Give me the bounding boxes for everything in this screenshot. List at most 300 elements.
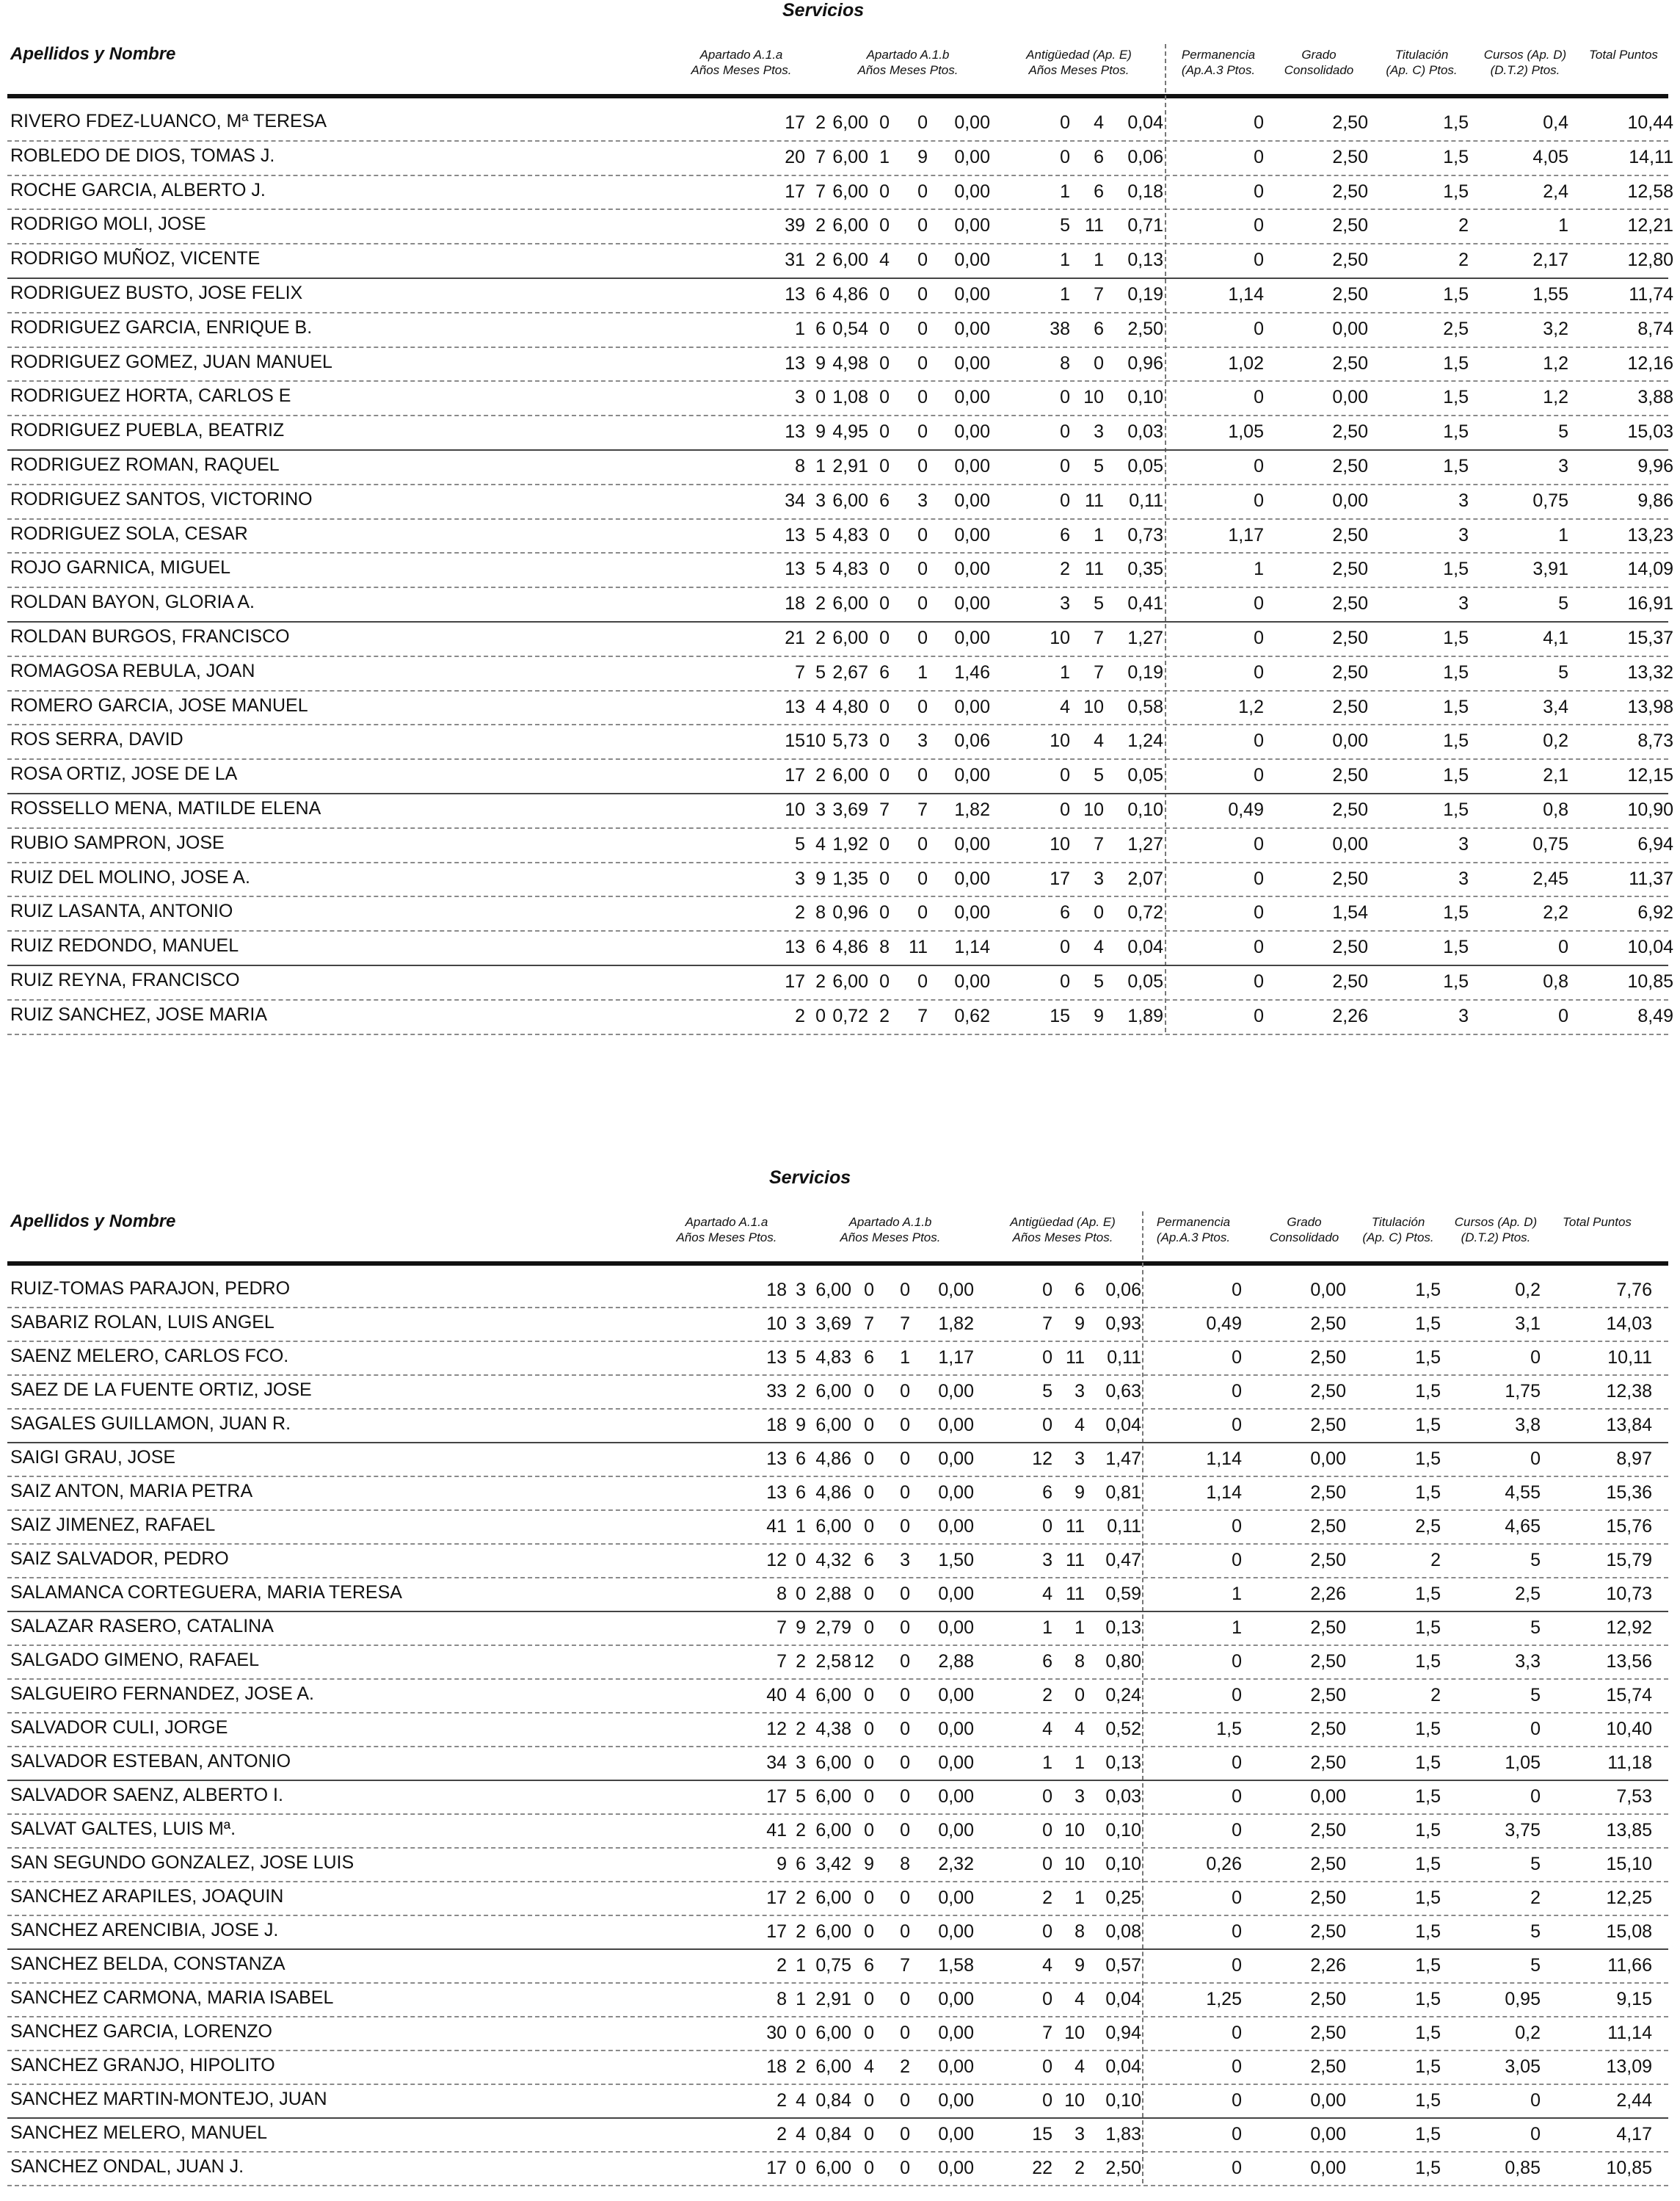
- row-separator: [7, 2185, 1668, 2186]
- cell-titulacion: 2: [1458, 215, 1469, 236]
- person-name: SANCHEZ ONDAL, JUAN J.: [10, 2156, 244, 2177]
- cell-total-puntos: 10,85: [1606, 2158, 1652, 2178]
- person-name: SANCHEZ BELDA, CONSTANZA: [10, 1954, 286, 1974]
- cell-antig-ptos: 0,19: [1127, 284, 1163, 305]
- table-row: [0, 829, 1680, 863]
- cell-cursos: 5: [1558, 661, 1568, 683]
- person-name: SANCHEZ MARTIN-MONTEJO, JUAN: [10, 2089, 327, 2109]
- cell-cursos: 0: [1558, 937, 1568, 958]
- cell-a1a-ptos: 6,00: [832, 112, 868, 133]
- cell-antig-ptos: 0,52: [1105, 1719, 1141, 1739]
- cell-a1b-meses: 0: [900, 2090, 910, 2111]
- cell-a1a-meses: 0: [796, 1550, 806, 1570]
- cell-a1a-anos: 33: [766, 1381, 787, 1402]
- cell-cursos: 0: [1530, 1347, 1541, 1368]
- cell-cursos: 3: [1558, 456, 1568, 476]
- cell-permanencia: 0: [1232, 1651, 1242, 1672]
- cell-a1b-ptos: 0,00: [938, 1448, 974, 1469]
- cell-antig-anos: 7: [1042, 2023, 1052, 2043]
- person-name: RODRIGO MOLI, JOSE: [10, 214, 206, 235]
- table-row: [0, 244, 1680, 279]
- cell-antig-anos: 0: [1042, 2090, 1052, 2111]
- cell-titulacion: 1,5: [1415, 1584, 1441, 1604]
- cell-antig-meses: 3: [1094, 421, 1104, 443]
- cell-a1b-meses: 0: [900, 1415, 910, 1435]
- cell-a1a-meses: 6: [815, 937, 826, 958]
- table-row: [0, 2119, 1680, 2153]
- cell-total-puntos: 13,56: [1606, 1651, 1652, 1672]
- column-header-a1b: [824, 1214, 956, 1245]
- table-row: [0, 1680, 1680, 1714]
- cell-a1a-anos: 8: [795, 456, 805, 476]
- cell-antig-ptos: 0,03: [1127, 421, 1163, 443]
- column-header-line2: Años Meses Ptos.: [676, 1230, 777, 1244]
- cell-permanencia: 0: [1254, 628, 1264, 648]
- column-header-line1: Grado: [1301, 48, 1337, 62]
- cell-a1b-ptos: 0,00: [954, 833, 990, 855]
- cell-permanencia: 0: [1232, 2124, 1242, 2144]
- cell-a1a-meses: 0: [815, 1005, 826, 1026]
- cell-permanencia: 0: [1232, 1955, 1242, 1976]
- cell-a1a-meses: 0: [815, 387, 826, 408]
- person-name: ROS SERRA, DAVID: [10, 729, 183, 750]
- cell-a1b-meses: 0: [917, 868, 928, 889]
- cell-a1b-anos: 0: [864, 2124, 874, 2144]
- cell-antig-ptos: 2,50: [1105, 2158, 1141, 2178]
- cell-permanencia: 0,49: [1206, 1313, 1242, 1334]
- column-header-line1: Total Puntos: [1563, 1215, 1632, 1229]
- cell-permanencia: 0: [1254, 971, 1264, 992]
- cell-antig-ptos: 0,63: [1105, 1381, 1141, 1402]
- column-header-line2: (D.T.2) Ptos.: [1490, 63, 1560, 77]
- cell-a1a-anos: 13: [766, 1347, 787, 1368]
- cell-antig-ptos: 0,11: [1129, 490, 1163, 511]
- person-name: SAIZ SALVADOR, PEDRO: [10, 1548, 229, 1569]
- cell-antig-meses: 1: [1074, 1888, 1085, 1908]
- cell-titulacion: 1,5: [1415, 2090, 1441, 2111]
- cell-titulacion: 2: [1430, 1550, 1441, 1570]
- cell-permanencia: 0: [1254, 1005, 1264, 1026]
- person-name: SAIZ JIMENEZ, RAFAEL: [10, 1515, 216, 1535]
- cell-antig-anos: 5: [1042, 1381, 1052, 1402]
- cell-permanencia: 0: [1232, 1415, 1242, 1435]
- cell-a1b-meses: 0: [900, 2023, 910, 2043]
- cell-titulacion: 3: [1458, 833, 1469, 855]
- table-row: [0, 554, 1680, 588]
- cell-a1b-anos: 0: [864, 1482, 874, 1503]
- cell-antig-meses: 7: [1094, 833, 1104, 855]
- person-name: ROCHE GARCIA, ALBERTO J.: [10, 179, 266, 200]
- cell-cursos: 3,3: [1515, 1651, 1541, 1672]
- cell-antig-meses: 11: [1066, 1550, 1085, 1570]
- cell-a1b-ptos: 0,00: [954, 971, 990, 992]
- cell-a1a-anos: 41: [766, 1516, 787, 1537]
- cell-titulacion: 1,5: [1443, 937, 1469, 958]
- table-row: [0, 1950, 1680, 1984]
- cell-titulacion: 1,5: [1443, 799, 1469, 820]
- cell-titulacion: 3: [1458, 593, 1469, 614]
- cell-a1a-ptos: 6,00: [832, 971, 868, 992]
- cell-titulacion: 1,5: [1415, 2124, 1441, 2144]
- cell-a1b-ptos: 0,00: [954, 456, 990, 476]
- cell-antig-anos: 0: [1042, 1516, 1052, 1537]
- person-name: SANCHEZ MELERO, MANUEL: [10, 2122, 268, 2143]
- cell-antig-anos: 0: [1042, 1820, 1052, 1841]
- cell-a1a-anos: 1: [795, 318, 805, 339]
- cell-antig-meses: 3: [1074, 1448, 1085, 1469]
- cell-a1a-anos: 17: [785, 765, 805, 786]
- table-row: [0, 107, 1680, 142]
- cell-antig-anos: 38: [1050, 318, 1070, 339]
- cell-a1b-meses: 2: [900, 2056, 910, 2077]
- cell-antig-ptos: 0,10: [1105, 1854, 1141, 1874]
- cell-a1b-meses: 0: [900, 2158, 910, 2178]
- cell-a1a-anos: 41: [766, 1820, 787, 1841]
- cell-cursos: 0,95: [1505, 1989, 1541, 2009]
- cell-antig-ptos: 2,50: [1127, 318, 1163, 339]
- cell-a1a-meses: 3: [815, 490, 826, 511]
- cell-a1b-ptos: 0,06: [954, 730, 990, 752]
- cell-cursos: 1,2: [1543, 352, 1568, 374]
- cell-titulacion: 2: [1458, 250, 1469, 271]
- cell-a1a-anos: 13: [766, 1448, 787, 1469]
- cell-a1b-meses: 0: [900, 1786, 910, 1807]
- person-name: ROBLEDO DE DIOS, TOMAS J.: [10, 145, 275, 166]
- cell-antig-meses: 11: [1085, 215, 1104, 236]
- cell-total-puntos: 8,49: [1637, 1005, 1673, 1026]
- cell-titulacion: 1,5: [1443, 112, 1469, 133]
- cell-a1b-meses: 0: [900, 1921, 910, 1942]
- cell-a1b-meses: 0: [900, 1584, 910, 1604]
- cell-a1a-ptos: 4,86: [815, 1482, 851, 1503]
- column-header-line1: Cursos (Ap. D): [1483, 48, 1567, 62]
- person-name: SAIGI GRAU, JOSE: [10, 1447, 176, 1468]
- table-row: [0, 794, 1680, 829]
- cell-grado: 2,50: [1332, 524, 1368, 545]
- cell-antig-meses: 6: [1094, 146, 1104, 167]
- cell-a1b-anos: 0: [879, 765, 890, 786]
- cell-antig-anos: 6: [1042, 1482, 1052, 1503]
- cell-total-puntos: 16,91: [1627, 593, 1673, 614]
- cell-cursos: 2,2: [1543, 902, 1568, 924]
- cell-antig-anos: 4: [1042, 1719, 1052, 1739]
- cell-total-puntos: 13,23: [1627, 524, 1673, 545]
- cell-total-puntos: 12,15: [1627, 765, 1673, 786]
- cell-antig-meses: 3: [1074, 2124, 1085, 2144]
- cell-a1a-ptos: 2,91: [832, 456, 868, 476]
- cell-grado: 2,50: [1310, 1381, 1346, 1402]
- cell-grado: 2,50: [1332, 661, 1368, 683]
- cell-permanencia: 0: [1232, 1347, 1242, 1368]
- cell-antig-ptos: 0,04: [1127, 937, 1163, 958]
- cell-cursos: 2,1: [1543, 765, 1568, 786]
- cell-antig-meses: 4: [1074, 1719, 1085, 1739]
- cell-permanencia: 0: [1232, 1381, 1242, 1402]
- cell-antig-ptos: 0,10: [1105, 2090, 1141, 2111]
- cell-cursos: 2,45: [1532, 868, 1568, 889]
- column-header-line2: Años Meses Ptos.: [1028, 63, 1130, 77]
- cell-antig-anos: 5: [1060, 215, 1070, 236]
- cell-antig-ptos: 0,05: [1127, 456, 1163, 476]
- cell-antig-anos: 1: [1060, 250, 1070, 271]
- cell-antig-meses: 10: [1083, 387, 1104, 408]
- cell-permanencia: 0: [1254, 387, 1264, 408]
- cell-total-puntos: 7,53: [1616, 1786, 1652, 1807]
- cell-total-puntos: 11,74: [1629, 284, 1673, 305]
- column-header-line1: Apartado A.1.b: [848, 1215, 932, 1229]
- cell-total-puntos: 15,79: [1606, 1550, 1652, 1570]
- cell-permanencia: 0,49: [1228, 799, 1264, 820]
- column-header-line1: Total Puntos: [1589, 48, 1658, 62]
- table-row: [0, 1781, 1680, 1815]
- cell-a1a-meses: 2: [796, 1381, 806, 1402]
- cell-titulacion: 2,5: [1415, 1516, 1441, 1537]
- table-row: [0, 210, 1680, 244]
- cell-a1a-meses: 2: [815, 765, 826, 786]
- cell-permanencia: 1,17: [1228, 524, 1264, 545]
- cell-a1a-meses: 7: [815, 181, 826, 202]
- cell-a1b-meses: 0: [900, 1381, 910, 1402]
- cell-a1a-anos: 15: [785, 730, 805, 752]
- cell-grado: 2,50: [1310, 1617, 1346, 1638]
- cell-a1b-anos: 6: [879, 490, 890, 511]
- cell-cursos: 3,1: [1515, 1313, 1541, 1334]
- cell-a1a-meses: 2: [815, 112, 826, 133]
- cell-a1b-ptos: 0,00: [938, 1719, 974, 1739]
- cell-a1a-anos: 2: [777, 1955, 787, 1976]
- cell-antig-meses: 10: [1064, 1820, 1085, 1841]
- cell-a1b-ptos: 0,00: [954, 765, 990, 786]
- cell-grado: 2,50: [1332, 868, 1368, 889]
- cell-permanencia: 0: [1254, 593, 1264, 614]
- person-name: RODRIGUEZ PUEBLA, BEATRIZ: [10, 420, 285, 441]
- cell-cursos: 1,75: [1505, 1381, 1541, 1402]
- cell-antig-anos: 0: [1042, 1989, 1052, 2009]
- cell-a1a-meses: 4: [796, 2090, 806, 2111]
- cell-antig-anos: 0: [1042, 1854, 1052, 1874]
- cell-a1a-ptos: 4,83: [832, 524, 868, 545]
- cell-a1b-ptos: 0,00: [938, 2056, 974, 2077]
- cell-total-puntos: 15,36: [1606, 1482, 1652, 1503]
- cell-a1b-anos: 0: [864, 1989, 874, 2009]
- cell-a1b-meses: 7: [900, 1313, 910, 1334]
- cell-a1a-anos: 13: [785, 559, 805, 580]
- cell-permanencia: 1,25: [1206, 1989, 1242, 2009]
- cell-antig-meses: 6: [1094, 181, 1104, 202]
- cell-antig-anos: 6: [1060, 902, 1070, 924]
- cell-antig-meses: 4: [1094, 112, 1104, 133]
- cell-a1a-ptos: 4,86: [815, 1448, 851, 1469]
- cell-grado: 2,50: [1310, 1415, 1346, 1435]
- cell-a1a-meses: 9: [815, 868, 826, 889]
- cell-antig-ptos: 1,47: [1105, 1448, 1141, 1469]
- cell-a1a-anos: 18: [766, 1415, 787, 1435]
- cell-a1b-meses: 0: [917, 181, 928, 202]
- cell-titulacion: 1,5: [1415, 2056, 1441, 2077]
- cell-antig-anos: 1: [1042, 1617, 1052, 1638]
- cell-a1a-ptos: 6,00: [815, 1381, 851, 1402]
- table-row: [0, 1882, 1680, 1916]
- cell-total-puntos: 12,80: [1627, 250, 1673, 271]
- cell-total-puntos: 13,84: [1606, 1415, 1652, 1435]
- cell-a1b-anos: 0: [864, 1516, 874, 1537]
- cell-titulacion: 1,5: [1415, 2023, 1441, 2043]
- cell-a1a-ptos: 2,58: [815, 1651, 851, 1672]
- cell-antig-anos: 0: [1042, 1347, 1052, 1368]
- cell-a1a-meses: 2: [815, 250, 826, 271]
- cell-total-puntos: 14,11: [1629, 146, 1673, 167]
- cell-cursos: 1,2: [1543, 387, 1568, 408]
- cell-a1a-ptos: 6,00: [815, 1516, 851, 1537]
- table-row: [0, 416, 1680, 451]
- person-name: RODRIGUEZ ROMAN, RAQUEL: [10, 454, 280, 475]
- cell-titulacion: 1,5: [1415, 1617, 1441, 1638]
- cell-antig-anos: 0: [1042, 1921, 1052, 1942]
- cell-a1b-meses: 0: [917, 696, 928, 717]
- cell-titulacion: 1,5: [1415, 1280, 1441, 1300]
- cell-grado: 2,50: [1332, 593, 1368, 614]
- cell-titulacion: 1,5: [1415, 2158, 1441, 2178]
- cell-a1a-anos: 5: [795, 833, 805, 855]
- cell-a1b-meses: 1: [900, 1347, 910, 1368]
- cell-cursos: 2: [1530, 1888, 1541, 1908]
- table-row: [0, 1443, 1680, 1477]
- cell-permanencia: 0: [1232, 1820, 1242, 1841]
- cell-a1b-anos: 0: [864, 1820, 874, 1841]
- column-header-a1a: [661, 1214, 793, 1245]
- table-row: [0, 142, 1680, 176]
- cell-a1b-meses: 0: [917, 352, 928, 374]
- cell-antig-ptos: 0,10: [1127, 799, 1163, 820]
- table-row: [0, 2085, 1680, 2119]
- cell-a1a-meses: 0: [796, 1584, 806, 1604]
- cell-antig-ptos: 0,13: [1105, 1752, 1141, 1773]
- cell-grado: 2,50: [1332, 215, 1368, 236]
- cell-a1a-meses: 4: [815, 696, 826, 717]
- cell-antig-meses: 4: [1074, 1989, 1085, 2009]
- cell-a1b-ptos: 0,00: [938, 1280, 974, 1300]
- cell-antig-meses: 1: [1074, 1752, 1085, 1773]
- cell-a1b-anos: 0: [864, 1786, 874, 1807]
- cell-a1b-meses: 0: [917, 318, 928, 339]
- cell-a1a-meses: 4: [796, 2124, 806, 2144]
- cell-antig-meses: 9: [1074, 1955, 1085, 1976]
- cell-a1a-ptos: 4,83: [815, 1347, 851, 1368]
- cell-a1a-ptos: 6,00: [815, 1888, 851, 1908]
- cell-a1b-anos: 0: [879, 559, 890, 580]
- cell-a1b-anos: 0: [879, 181, 890, 202]
- cell-permanencia: 0: [1254, 902, 1264, 924]
- cell-a1a-meses: 4: [796, 1685, 806, 1705]
- cell-cursos: 0: [1530, 2090, 1541, 2111]
- cell-a1b-meses: 0: [900, 1280, 910, 1300]
- cell-a1b-meses: 0: [900, 1651, 910, 1672]
- cell-cursos: 2,17: [1532, 250, 1568, 271]
- row-separator: [7, 1034, 1668, 1035]
- cell-cursos: 4,65: [1505, 1516, 1541, 1537]
- cell-total-puntos: 13,98: [1627, 696, 1673, 717]
- cell-cursos: 3,75: [1505, 1820, 1541, 1841]
- name-column-header: Apellidos y Nombre: [10, 44, 176, 64]
- cell-a1a-anos: 18: [785, 593, 805, 614]
- cell-permanencia: 0: [1254, 868, 1264, 889]
- cell-a1a-ptos: 2,67: [832, 661, 868, 683]
- cell-antig-ptos: 0,05: [1127, 765, 1163, 786]
- cell-a1a-meses: 6: [796, 1854, 806, 1874]
- cell-permanencia: 1,14: [1228, 284, 1264, 305]
- cell-total-puntos: 13,85: [1606, 1820, 1652, 1841]
- table-row: [0, 1646, 1680, 1680]
- cell-a1a-anos: 17: [766, 1786, 787, 1807]
- cell-a1a-ptos: 6,00: [832, 250, 868, 271]
- cell-antig-ptos: 0,05: [1127, 971, 1163, 992]
- cell-a1a-meses: 6: [796, 1448, 806, 1469]
- cell-a1b-meses: 0: [917, 971, 928, 992]
- cell-titulacion: 1,5: [1443, 628, 1469, 648]
- cell-grado: 1,54: [1332, 902, 1368, 924]
- cell-antig-ptos: 0,11: [1107, 1516, 1141, 1537]
- cell-antig-ptos: 2,07: [1127, 868, 1163, 889]
- cell-cursos: 2,5: [1515, 1584, 1541, 1604]
- table-row: [0, 588, 1680, 623]
- cell-antig-meses: 8: [1074, 1921, 1085, 1942]
- cell-grado: 0,00: [1310, 2090, 1346, 2111]
- cell-a1a-ptos: 6,00: [832, 181, 868, 202]
- cell-a1a-ptos: 2,91: [815, 1989, 851, 2009]
- cell-cursos: 0,2: [1515, 1280, 1541, 1300]
- cell-a1b-ptos: 0,00: [938, 1786, 974, 1807]
- cell-a1a-meses: 2: [796, 1921, 806, 1942]
- table-row: [0, 725, 1680, 760]
- cell-a1a-ptos: 0,84: [815, 2090, 851, 2111]
- cell-a1b-anos: 2: [879, 1005, 890, 1026]
- cell-a1a-ptos: 6,00: [832, 765, 868, 786]
- cell-a1a-anos: 13: [785, 524, 805, 545]
- cell-a1b-meses: 0: [917, 387, 928, 408]
- cell-antig-meses: 5: [1094, 971, 1104, 992]
- table-row: [0, 279, 1680, 313]
- cell-grado: 2,50: [1332, 971, 1368, 992]
- cell-total-puntos: 11,18: [1607, 1752, 1652, 1773]
- cell-a1b-meses: 0: [917, 112, 928, 133]
- cell-antig-ptos: 0,81: [1105, 1482, 1141, 1503]
- cell-titulacion: 1,5: [1415, 1719, 1441, 1739]
- cell-titulacion: 3: [1458, 1005, 1469, 1026]
- cell-antig-ptos: 0,47: [1105, 1550, 1141, 1570]
- column-header-line2: (Ap.A.3 Ptos.: [1181, 63, 1256, 77]
- cell-antig-meses: 6: [1074, 1280, 1085, 1300]
- table-row: [0, 1511, 1680, 1545]
- cell-titulacion: 3: [1458, 490, 1469, 511]
- cell-a1a-ptos: 6,00: [832, 490, 868, 511]
- cell-antig-anos: 1: [1060, 661, 1070, 683]
- cell-a1b-anos: 6: [879, 661, 890, 683]
- cell-total-puntos: 14,09: [1627, 559, 1673, 580]
- cell-antig-anos: 3: [1060, 593, 1070, 614]
- cell-a1b-anos: 0: [864, 1685, 874, 1705]
- cell-permanencia: 1: [1254, 559, 1264, 580]
- cell-titulacion: 1,5: [1415, 1955, 1441, 1976]
- cell-a1a-meses: 4: [815, 833, 826, 855]
- cell-antig-anos: 0: [1042, 1786, 1052, 1807]
- cell-titulacion: 1,5: [1443, 902, 1469, 924]
- cell-antig-ptos: 0,11: [1107, 1347, 1141, 1368]
- cell-a1a-anos: 13: [785, 696, 805, 717]
- cell-grado: 2,50: [1332, 146, 1368, 167]
- cell-cursos: 3,05: [1505, 2056, 1541, 2077]
- cell-cursos: 1: [1558, 524, 1568, 545]
- cell-antig-meses: 11: [1066, 1347, 1085, 1368]
